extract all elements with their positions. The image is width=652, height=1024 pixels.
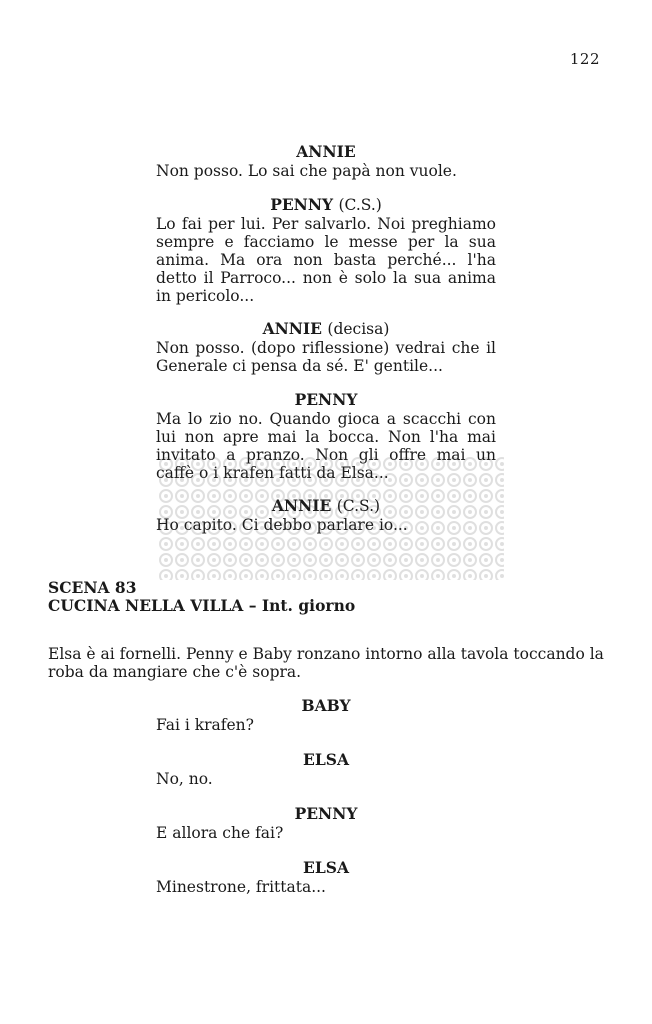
dialogue-block	[156, 751, 496, 788]
dialogue-block	[156, 391, 496, 482]
speaker-name: ANNIE	[296, 142, 356, 161]
dialogue-text: Minestrone, frittata...	[156, 878, 326, 896]
speaker-name: ELSA	[303, 750, 349, 769]
dialogue-block	[156, 805, 496, 842]
speaker-name: ANNIE (decisa)	[262, 319, 390, 338]
dialogue-text: No, no.	[156, 770, 213, 788]
dialogue-block	[156, 320, 496, 375]
speaker-name: ELSA	[303, 858, 349, 877]
parenthetical: (C.S.)	[336, 497, 381, 515]
dialogue-text: Non posso. Lo sai che papà non vuole.	[156, 162, 457, 180]
speaker-name: PENNY	[294, 390, 358, 409]
action-paragraph: Elsa è ai fornelli. Penny e Baby ronzano intorno alla tavola toccando la roba da mangiare che c'è sopra.	[48, 645, 604, 681]
speaker-name: ANNIE (C.S.)	[271, 496, 381, 515]
dialogue-block	[156, 497, 496, 534]
dialogue-block	[156, 859, 496, 896]
dialogue-text: Fai i krafen?	[156, 716, 254, 734]
speaker-name: BABY	[301, 696, 351, 715]
dialogue-block	[156, 196, 496, 305]
speaker-name: PENNY (C.S.)	[270, 195, 382, 214]
parenthetical: (C.S.)	[338, 196, 382, 214]
parenthetical: (decisa)	[327, 320, 390, 338]
dialogue-text: Non posso. (dopo riflessione) vedrai che il Generale ci pensa da sé. E' gentile...	[156, 339, 496, 375]
dialogue-block	[156, 697, 496, 734]
scene-number: SCENA 83	[48, 578, 137, 597]
speaker-name: PENNY	[294, 804, 358, 823]
dialogue-text: Ho capito. Ci debbo parlare io...	[156, 516, 408, 534]
dialogue-text: Lo fai per lui. Per salvarlo. Noi preghiamo sempre e facciamo le messe per la sua anima. Ma ora non basta perché... l'ha detto il Parroco... non è solo la sua anima in pericolo...	[156, 215, 496, 305]
page-number: 122	[569, 50, 600, 68]
dialogue-text: E allora che fai?	[156, 824, 284, 842]
scene-location: CUCINA NELLA VILLA – Int. giorno	[48, 596, 356, 615]
dialogue-block	[156, 143, 496, 180]
dialogue-text: Ma lo zio no. Quando gioca a scacchi con lui non apre mai la bocca. Non l'ha mai invitato a pranzo. Non gli offre mai un caffè o i krafen fatti da Elsa...	[156, 410, 496, 482]
